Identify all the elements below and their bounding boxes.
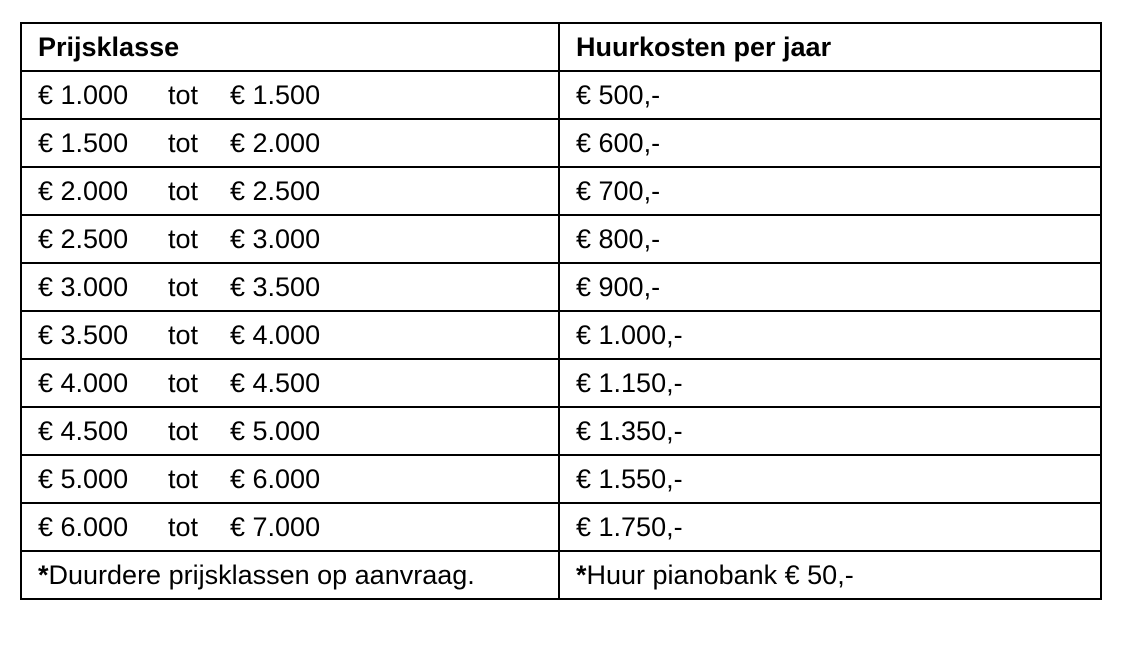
range-from: € 6.000 xyxy=(38,511,129,542)
range-separator: tot xyxy=(167,415,199,446)
footer-note-right xyxy=(559,551,1101,599)
range-separator: tot xyxy=(167,223,199,254)
range-from: € 2.500 xyxy=(38,223,129,254)
price-range-cell xyxy=(21,407,559,455)
range-to: € 2.500 xyxy=(230,175,321,206)
table-row xyxy=(21,407,1101,455)
table-row xyxy=(21,119,1101,167)
price-range-cell xyxy=(21,263,559,311)
range-to: € 5.000 xyxy=(230,415,321,446)
table-header-row xyxy=(21,23,1101,71)
range-to: € 4.500 xyxy=(230,367,321,398)
range-separator: tot xyxy=(167,175,199,206)
rent-cell: € 500,- xyxy=(559,71,1101,119)
range-separator: tot xyxy=(167,127,199,158)
rent-cell: € 1.350,- xyxy=(559,407,1101,455)
table-row xyxy=(21,215,1101,263)
table-row xyxy=(21,359,1101,407)
rent-cell: € 1.150,- xyxy=(559,359,1101,407)
range-to: € 7.000 xyxy=(230,511,321,542)
range-separator: tot xyxy=(167,271,199,302)
range-to: € 3.500 xyxy=(230,271,321,302)
price-range-cell xyxy=(21,311,559,359)
price-range-cell xyxy=(21,119,559,167)
footer-note-left-text: Duurdere prijsklassen op aanvraag. xyxy=(48,559,475,590)
range-from: € 3.500 xyxy=(38,319,129,350)
rent-cell: € 700,- xyxy=(559,167,1101,215)
asterisk: * xyxy=(38,559,49,590)
range-from: € 4.000 xyxy=(38,367,129,398)
rent-cell: € 800,- xyxy=(559,215,1101,263)
price-range-cell xyxy=(21,71,559,119)
range-to: € 1.500 xyxy=(230,79,321,110)
table-footer-row xyxy=(21,551,1101,599)
rent-cell: € 1.000,- xyxy=(559,311,1101,359)
price-range-cell xyxy=(21,167,559,215)
footer-note-left xyxy=(21,551,559,599)
range-from: € 1.000 xyxy=(38,79,129,110)
rent-cell: € 1.750,- xyxy=(559,503,1101,551)
header-huurkosten: Huurkosten per jaar xyxy=(559,23,1101,71)
range-separator: tot xyxy=(167,319,199,350)
range-from: € 1.500 xyxy=(38,127,129,158)
table-row xyxy=(21,263,1101,311)
range-from: € 3.000 xyxy=(38,271,129,302)
range-from: € 5.000 xyxy=(38,463,129,494)
range-separator: tot xyxy=(167,367,199,398)
range-to: € 6.000 xyxy=(230,463,321,494)
table-row xyxy=(21,455,1101,503)
price-table xyxy=(20,22,1102,600)
range-from: € 4.500 xyxy=(38,415,129,446)
asterisk: * xyxy=(576,559,587,590)
rent-cell: € 600,- xyxy=(559,119,1101,167)
range-to: € 2.000 xyxy=(230,127,321,158)
table-row xyxy=(21,71,1101,119)
table-row xyxy=(21,503,1101,551)
rent-cell: € 1.550,- xyxy=(559,455,1101,503)
range-to: € 4.000 xyxy=(230,319,321,350)
range-separator: tot xyxy=(167,79,199,110)
price-range-cell xyxy=(21,503,559,551)
table-row xyxy=(21,167,1101,215)
footer-note-right-text: Huur pianobank € 50,- xyxy=(586,559,854,590)
table-row xyxy=(21,311,1101,359)
price-range-cell xyxy=(21,359,559,407)
range-separator: tot xyxy=(167,463,199,494)
range-to: € 3.000 xyxy=(230,223,321,254)
rent-cell: € 900,- xyxy=(559,263,1101,311)
price-range-cell xyxy=(21,455,559,503)
header-prijsklasse: Prijsklasse xyxy=(21,23,559,71)
price-range-cell xyxy=(21,215,559,263)
range-separator: tot xyxy=(167,511,199,542)
range-from: € 2.000 xyxy=(38,175,129,206)
